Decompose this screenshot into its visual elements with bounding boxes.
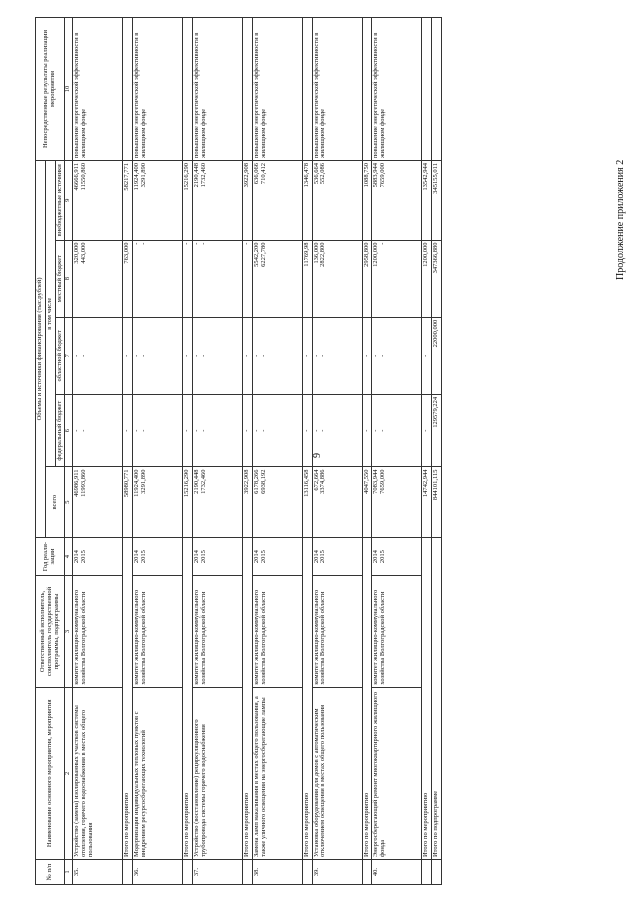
measure-name: Устройство (замена) изолированных участков системы отопления, горячего водоснабжения в местах общего пользования [73, 687, 123, 859]
header-regional: областной бюджет [55, 317, 65, 394]
federal-amount: - [123, 394, 133, 467]
total-amount: 7083,944 7659,000 [372, 467, 422, 537]
expected-result: повышение энергетической эффективности в жилищном фонде [133, 18, 183, 161]
regional-amount: - - [73, 317, 123, 394]
regional-amount: 22000,000 [432, 317, 442, 394]
total-amount: 844101,115 [432, 467, 442, 537]
extrabudget-amount: 1346,478 [302, 161, 312, 241]
empty-cell [123, 18, 133, 161]
regional-amount: - - [312, 317, 362, 394]
local-amount: 136,000 2822,800 [312, 240, 362, 317]
empty-cell [242, 18, 252, 161]
measure-name: Модернизация индивидуальных тепловых пунктов с внедрением ресурсосберегающих технологий [133, 687, 183, 859]
total-amount: 58980,771 [123, 467, 133, 537]
federal-amount: - - [133, 394, 183, 467]
header-local: местный бюджет [55, 240, 65, 317]
header-total: всего [45, 467, 65, 537]
total-amount: 14742,944 [422, 467, 432, 537]
local-amount: 2958,800 [362, 240, 372, 317]
column-numbers-row [65, 18, 73, 885]
responsible-executor: комитет жилищно-коммунального хозяйства Волгоградской области [312, 576, 362, 687]
implementation-years: 2014 2015 [372, 537, 422, 576]
federal-amount: - - [252, 394, 302, 467]
empty-cell [362, 18, 372, 161]
local-amount: 320,000 443,000 [73, 240, 123, 317]
responsible-executor: комитет жилищно-коммунального хозяйства Волгоградской области [133, 576, 183, 687]
empty-cell [183, 18, 193, 161]
local-amount: 1200,000 - [372, 240, 422, 317]
local-amount: 1200,000 [422, 240, 432, 317]
header-year: Год реали-зации [36, 537, 65, 576]
col-number: 1 [65, 860, 73, 885]
table-row [372, 18, 422, 885]
regional-amount: - - [252, 317, 302, 394]
table-row [252, 18, 302, 885]
empty-cell [422, 860, 432, 885]
expected-result: повышение энергетической эффективности в жилищном фонде [312, 18, 362, 161]
header-name: Наименование основного мероприятия, мероприятия [36, 687, 65, 859]
responsible-executor: комитет жилищно-коммунального хозяйства Волгоградской области [192, 576, 242, 687]
row-number: 37. [192, 860, 242, 885]
total-amount: 11924,400 3291,890 [133, 467, 183, 537]
col-number: 2 [65, 687, 73, 859]
col-number: 5 [65, 467, 73, 537]
extrabudget-amount: 636,066 710,412 [252, 161, 302, 241]
extrabudget-amount: 2190,448 1732,460 [192, 161, 242, 241]
regional-amount: - [362, 317, 372, 394]
subprogram-total-label: Итого по подпрограмме [432, 537, 442, 859]
total-amount: 2190,448 1732,460 [192, 467, 242, 537]
col-number: 4 [65, 537, 73, 576]
local-amount: - [183, 240, 193, 317]
header-no: № п/п [36, 860, 65, 885]
federal-amount: - - [73, 394, 123, 467]
measure-total-label: Итого по мероприятию [362, 537, 372, 859]
continuation-caption: Продолжение приложения 2 [615, 159, 626, 280]
extrabudget-amount: 15216,290 [183, 161, 193, 241]
header-federal: федеральный бюджет [55, 394, 65, 467]
table-body [73, 18, 442, 885]
empty-cell [362, 860, 372, 885]
empty-cell [422, 18, 432, 161]
empty-cell [123, 860, 133, 885]
extrabudget-amount: 536,664 552,086 [312, 161, 362, 241]
extrabudget-amount: 46666,911 11550,860 [73, 161, 123, 241]
table-header [36, 18, 73, 885]
federal-amount: - [242, 394, 252, 467]
empty-cell [302, 18, 312, 161]
regional-amount: - - [133, 317, 183, 394]
extrabudget-amount: 3922,908 [242, 161, 252, 241]
local-amount: 11769,98 [302, 240, 312, 317]
row-number: 39. [312, 860, 362, 885]
col-number: 10 [65, 18, 73, 161]
federal-amount: - - [312, 394, 362, 467]
row-number: 35. [73, 860, 123, 885]
col-number: 6 [65, 394, 73, 467]
col-number: 3 [65, 576, 73, 687]
table-row [73, 18, 123, 885]
local-amount: - - [133, 240, 183, 317]
header-incl: в том числе [45, 161, 55, 467]
empty-cell [432, 860, 442, 885]
measure-total-row [302, 18, 312, 885]
extrabudget-amount: 11924,400 3291,890 [133, 161, 183, 241]
local-amount: 347366,880 [432, 240, 442, 317]
local-amount: - - [192, 240, 242, 317]
measure-total-label: Итого по мероприятию [242, 537, 252, 859]
financing-table [35, 17, 442, 885]
extrabudget-amount: 345155,011 [432, 161, 442, 241]
federal-amount: - - [372, 394, 422, 467]
regional-amount: - [183, 317, 193, 394]
implementation-years: 2014 2015 [133, 537, 183, 576]
extrabudget-amount: 1088,750 [362, 161, 372, 241]
empty-cell [183, 860, 193, 885]
extrabudget-amount: 58217,771 [123, 161, 133, 241]
row-number: 36. [133, 860, 183, 885]
empty-cell [242, 860, 252, 885]
expected-result: повышение энергетической эффективности в жилищном фонде [73, 18, 123, 161]
measure-total-row [123, 18, 133, 885]
total-amount: 4047,550 [362, 467, 372, 537]
implementation-years: 2014 2015 [73, 537, 123, 576]
regional-amount: - [242, 317, 252, 394]
total-amount: 3922,908 [242, 467, 252, 537]
page-number: 9 [312, 453, 323, 458]
measure-name: Установка оборудования для домов с автоматическим отключением освещения в местах общего пользования [312, 687, 362, 859]
expected-result: повышение энергетической эффективности в жилищном фонде [252, 18, 302, 161]
implementation-years: 2014 2015 [312, 537, 362, 576]
row-number: 40. [372, 860, 422, 885]
header-responsible: Ответственный исполнитель, соисполнитель государственной программы, подпрограммы [36, 576, 65, 687]
subprogram-total-row [432, 18, 442, 885]
table-row [192, 18, 242, 885]
total-amount: 15216,290 [183, 467, 193, 537]
extrabudget-amount: 13542,944 [422, 161, 432, 241]
responsible-executor: комитет жилищно-коммунального хозяйства Волгоградской области [73, 576, 123, 687]
federal-amount: - [183, 394, 193, 467]
col-number: 7 [65, 317, 73, 394]
row-number: 38. [252, 860, 302, 885]
total-amount: 672,664 3374,886 [312, 467, 362, 537]
measure-name: Устройство (восстановление) рециркуляционного трубопровода системы горячего водоснабжения [192, 687, 242, 859]
regional-amount: - [302, 317, 312, 394]
responsible-executor: комитет жилищно-коммунального хозяйства Волгоградской области [372, 576, 422, 687]
federal-amount: - [362, 394, 372, 467]
measure-total-label: Итого по мероприятию [183, 537, 193, 859]
measure-name: Замена ламп накаливания в местах общего пользования, а также уличного освещения на энергосберегающие лампы [252, 687, 302, 859]
header-result: Непосредственные результаты реализации мероприятия [36, 18, 65, 161]
federal-amount: 129579,224 [432, 394, 442, 467]
measure-total-label: Итого по мероприятию [302, 537, 312, 859]
regional-amount: - [123, 317, 133, 394]
expected-result: повышение энергетической эффективности в жилищном фонде [192, 18, 242, 161]
empty-cell [432, 18, 442, 161]
measure-total-label: Итого по мероприятию [422, 537, 432, 859]
implementation-years: 2014 2015 [192, 537, 242, 576]
measure-total-row [183, 18, 193, 885]
regional-amount: - - [372, 317, 422, 394]
total-amount: 46986,911 11993,860 [73, 467, 123, 537]
table-row [312, 18, 362, 885]
col-number: 8 [65, 240, 73, 317]
federal-amount: - - [192, 394, 242, 467]
measure-total-label: Итого по мероприятию [123, 537, 133, 859]
responsible-executor: комитет жилищно-коммунального хозяйства Волгоградской области [252, 576, 302, 687]
local-amount: 5542,200 6227,780 [252, 240, 302, 317]
header-extrabudget: внебюджетные источники [55, 161, 65, 241]
regional-amount: - [422, 317, 432, 394]
federal-amount: - [422, 394, 432, 467]
local-amount: - [242, 240, 252, 317]
measure-total-row [242, 18, 252, 885]
total-amount: 13116,458 [302, 467, 312, 537]
expected-result: повышение энергетической эффективности в жилищном фонде [372, 18, 422, 161]
total-amount: 6178,266 6938,192 [252, 467, 302, 537]
measure-total-row [422, 18, 432, 885]
local-amount: 763,000 [123, 240, 133, 317]
empty-cell [302, 860, 312, 885]
table-row [133, 18, 183, 885]
regional-amount: - - [192, 317, 242, 394]
measure-total-row [362, 18, 372, 885]
col-number: 9 [65, 161, 73, 241]
measure-name: Энергосберегающий ремонт многоквартирного жилищного фонда [372, 687, 422, 859]
federal-amount: - [302, 394, 312, 467]
extrabudget-amount: 5883,944 7659,000 [372, 161, 422, 241]
implementation-years: 2014 2015 [252, 537, 302, 576]
header-volumes: Объемы и источники финансирования (тыс.рублей) [36, 161, 46, 538]
